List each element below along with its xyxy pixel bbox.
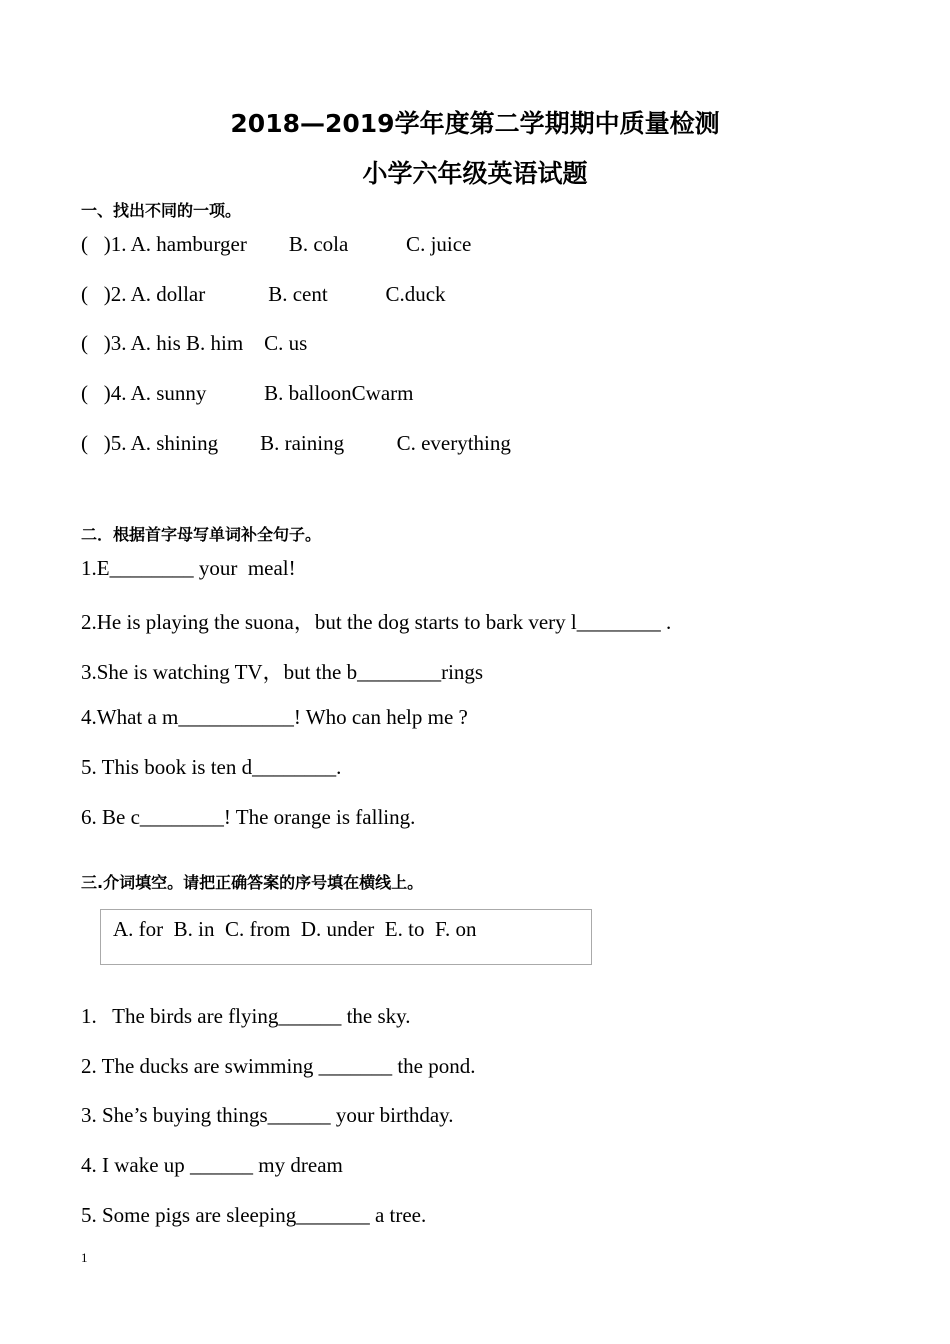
word-bank-choices: A. for B. in C. from D. under E. to F. on bbox=[113, 917, 477, 941]
section-3-heading: 三.介词填空。请把正确答案的序号填在横线上。 bbox=[81, 873, 424, 892]
section-1-heading: 一、找出不同的一项。 bbox=[81, 201, 242, 220]
section-3-item: 2. The ducks are swimming _______ the pond. bbox=[81, 1054, 476, 1078]
section-3-item: 4. I wake up ______ my dream bbox=[81, 1153, 343, 1177]
section-1-item: ( )5. A. shining B. raining C. everything bbox=[81, 431, 511, 455]
section-2-item: 2.He is playing the suona，but the dog starts to bark very l________ . bbox=[81, 610, 672, 634]
page-number: 1 bbox=[81, 1250, 88, 1265]
section-1-item: ( )3. A. his B. him C. us bbox=[81, 331, 308, 355]
section-3-item: 5. Some pigs are sleeping_______ a tree. bbox=[81, 1203, 427, 1227]
page-subtitle: 小学六年级英语试题 bbox=[362, 159, 588, 188]
section-2-item: 1.E________ your meal! bbox=[81, 556, 296, 580]
page-title: 2018—2019学年度第二学期期中质量检测 bbox=[230, 109, 720, 138]
section-2-item: 3.She is watching TV，but the b________rings bbox=[81, 660, 484, 684]
section-1-item: ( )2. A. dollar B. cent C.duck bbox=[81, 282, 446, 306]
word-bank-box bbox=[100, 909, 592, 965]
section-1-item: ( )1. A. hamburger B. cola C. juice bbox=[81, 232, 472, 256]
section-2-item: 5. This book is ten d________. bbox=[81, 755, 342, 779]
section-2-heading: 二．根据首字母写单词补全句子。 bbox=[81, 525, 322, 544]
section-1-item: ( )4. A. sunny B. balloonCwarm bbox=[81, 381, 414, 405]
section-3-item: 3. She’s buying things______ your birthday. bbox=[81, 1103, 454, 1127]
section-2-item: 4.What a m___________! Who can help me ? bbox=[81, 705, 468, 729]
section-3-item: 1. The birds are flying______ the sky. bbox=[81, 1004, 411, 1028]
section-2-item: 6. Be c________! The orange is falling. bbox=[81, 805, 416, 829]
